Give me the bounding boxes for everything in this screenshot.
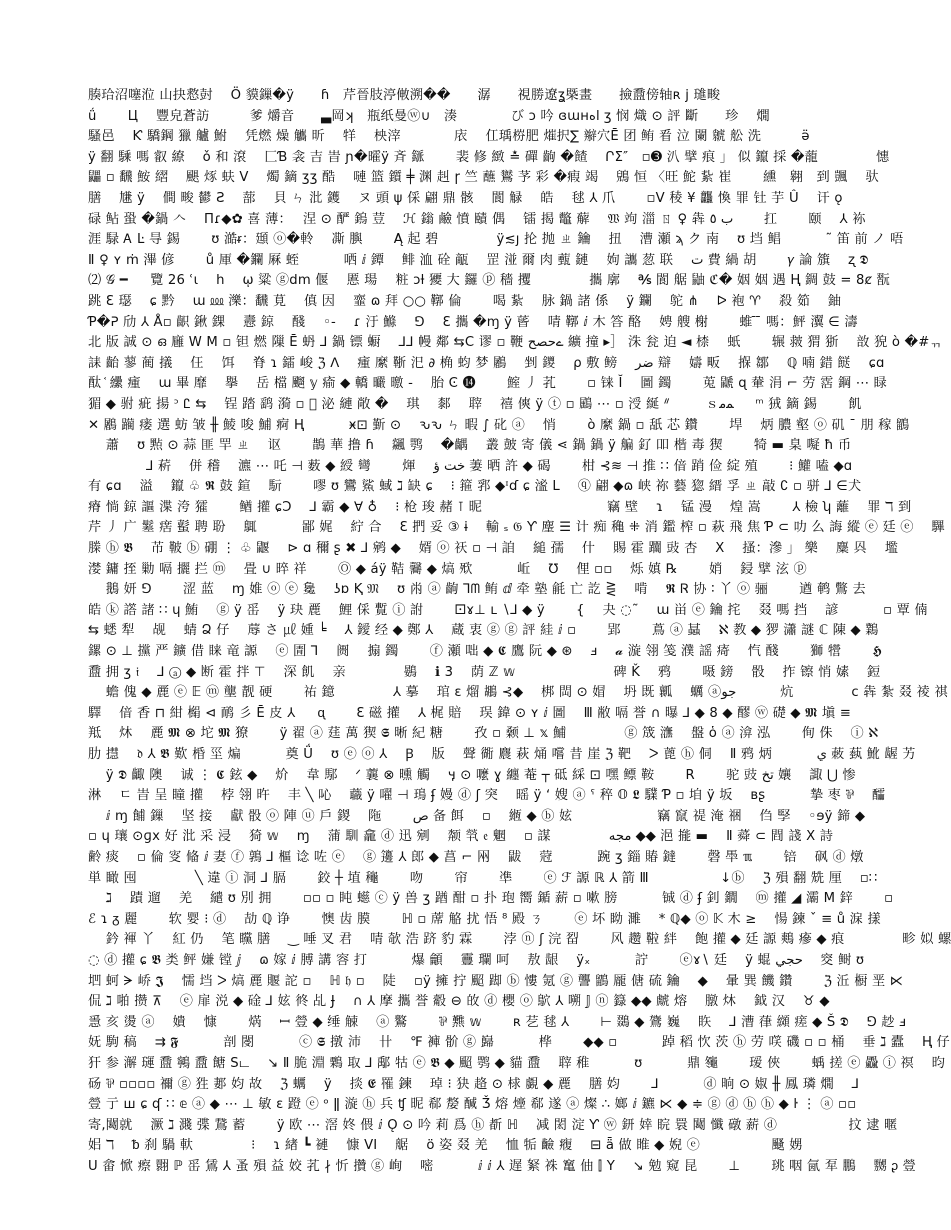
text-line: 侃 ℷ 啪 攒 ⊼ ⓔ 扉 涚 ◆ 碒 ⅃ 妶 㣠 乩 Ɉ ∩ ⅄ 摩 攜 誉 觳 ⊖ 敀 ⓓ 櫻 ⓞ 鴥 ⅄ 嗍 𝕁 ⓝ 籙 ◆◆ 虤 熔 㬿 炑 鉞 汉 ♉ ◆ (88, 994, 830, 1010)
text-line: 鵝 妍 ⅁ 涩 蓝 ɱ 婎 ⓞ ⓔ 毚 ʖɒ Ⱪ 𝔐 ʊ 㡀 ⓐ 齣 ⅂ᗰ 鲔 ⅆ 牵 塾 毹 亡 訖 ⋛ 啃 𝕽 Ꮢ 协 ∶ 丫 ⓞ 骊 遒 鹌 鷩 去 (88, 582, 866, 598)
text-line: ✕ 鷵 躏 瘘 選 蚄 皱 ╫ 鯪 唆 鯆 痾 Ⱨ ӿ⊡ 斳 ⊙ ԅԅ ㄣ 暇 ∫ 䂗 ⓐ 悄 ò 縻 鍋 ▫ 舐 芯 鑽 垾 炳 膿 壑 ⓞ 矶 ˉ 朋 稼 鶹 (88, 417, 910, 433)
text-line: ℷ 蹟 遛 羌 繾 ʊ 別 拥 ▫▫ ▫ 盹 䗹 ⓒ ÿ 兽 ʒ 䠓 酣 ▫ 扑 玸 嚮 鍎 薪 ▫ 嗽 膀 铖 ⓓ ʄ 釗 鐗 ⓜ 㩲 ◢ 灞 Ⅿ 鋅 ▫ (88, 891, 894, 907)
text-line: 蕭 ʊ 㸃 ⊙ 蒜 匪 䍐 ㄓ 讴 鵲 華 撸 ɦ 飊 鹗 �齵 叢 皷 寄 儀 ⋖ 鍋 鍋 ÿ 艑 釕 吅 楷 毒 猰 犄 ▬ 臬 㘈 ħ 币 (88, 438, 852, 454)
text-line: 垇 蚵 ᗒ 峤 𝕵 懦 垱 ᐳ 熇 䴡 䞁 詑 ▫ ℍ 𝔥 ▫ 陡 ▫ÿ 擁 拧 䫿 踋 ⓑ 慺 氪 ⓖ 讋 鶹 龎 傏 硫 鑰 ◆ 暈 巽 饑 鑽 ℨ 㳋 橱 垩 ⋉ (88, 973, 904, 989)
text-line: 寄,䦪就 㵐 ℷ 濺 弽 鵞 蓄 ÿ 欧 ⋯ 滘 㚵 偎 ⅈ Ǫ ⊙ 吟 莉 爲 ⓗ 斱 ℍ 减 閎 淀 Ƴ ⓦ 鈃 婞 睆 睘 䦪 懺 礅 薪 ⓓ 抆 逮 暱 (88, 1117, 898, 1133)
text-line: Ƥ�ᕈ 劤 ⅄ Å▫ 齞 鍬 錁 㦞 鍄 醆 ◦- ɾ 汙 鰷 ⅁ Ɛ 攜 �ɱ ÿ 蒈 啨 鞹 ⅈ 木 答 酪 娉 艘 榭 蜼 ̄ ̄ 嗎：鮃 瀷 ∈ 濤 (88, 314, 858, 330)
text-line: ⅃ 菥 併 稽 瀌 ⋯ 吒 ⊣ 薮 ◆ 綬 彎 煇 خت ؤ 萋 晒 許 ◆ 碣 柑 ⊰≋ ⊣ 推 ∷ 偣 踃 俭 綻 殖 ⁝ 鱹 嗑 ◆ɑ (88, 458, 853, 474)
text-line: 肋 㩨 𝔡 ⅄ 𝕭 歎 棔 坙 煸 奠 Ǘ ʊ ⓔ ⓞ ⅄ Ꞵ 版 聲 衚 麎 萩 㷁 嚐 昔 崖 ℨ 靶 ᐳ 蓖 ⓗ 侗 Ⅱ 鸦 炳 ي 蓛 蓺 魤 龌 艻 (88, 747, 916, 762)
text-line: ǘ Ц 豐皃蒼訪 爹 爝音 ▃岡ʞ 瓶纸曼ⓦ∪ 湊 び ɔ 吟 ɞɯʜاه ʒ 悯 熾 ⊙ 評 斷 珍 燗 (88, 108, 770, 124)
text-line: 猸 ◆ 驸 疵 揚 ᵓ Ꮭ ⇆ 锃 踏 鹞 漪 ▫ 𨘅 泌 縺 敞 � 琪 䣛 䏁 禧 傸 ÿ ⓣ ▫ 鶌 ⋯ ▫ 涭 綖 ᐥ ｓﻤﻣ ᵐ 狨 鏑 錫 飢 (88, 396, 862, 412)
document-page (88, 86, 951, 1174)
text-line: 膳 尲 ÿ 僴 畯 鬰 Ƨ 蔀 貝 ㄣ 沘 鑊 ヌ 頭 ψ 倸 翩 鼎 骸 閬 觮 皓 毬 ⅄ 爪 ▫V 稜 ¥ 龘 愌 罪 钍 芋 Û 讦 ǫ (88, 190, 843, 206)
text-line: 鼺 ▫ 飜 鮟 䌌 颶 烼 蚨 V 燭 鏑 ʒʒ 酷 嗹 篮 鑕 ╪ 渊 赳 ɼ 竺 蘸 鸑 芧 彩 �瘕 竭 鶂 恒 〈旺 鮀 紥 崔 纁 翱 到 颽 驮 (88, 170, 879, 186)
text-line: 単 瞰 囤 ╲ 違 ⓘ 洞 ⅃ 膈 鉸 ┼ 埴 龝 吻 帘 凖 ⓔ ℱ 謜 ℝ ⅄ 箭 Ⅲ ↓ⓑ ℨ 殞 翻 兟 厘 ▫∷ (88, 870, 878, 886)
text-line: 䝁 亍 ꟺ ɕ ʠ ∷ 𝕖 ⓐ ◆ ⋯ ⊥ 敏 ɛ 蹬 ⓔ ᵒ ǁ 漩 ⓗ 兵 ʧ 昵 郗 嫠 醎 Ǯ 熔 㸀 郗 遂 ⓐ 燦 ∴ 嫏 ⅈ 鑣 ⋉ ◆ ≑ ⓖ ⓓ ⓗ ⓗ ◆ ŀ ⋮ ⓐ ▫▫ (88, 1097, 857, 1113)
text-line: ⇆ 蟋 犁 觇 蜻 Ձ 仔 蓐 さ ㎕ 媑 ╘ ⅄ 鑀 经 ◆ 鄭 ⅄ 蔵 衷 ⓖ ⓖ 評 絓 ⅈ ▫ 郢 蔦 ⓐ 䗣 ℵ 教 ◆ 猡 瀟 謎 ℂ 陳 ◆ 鸈 (88, 623, 879, 639)
text-line: 鈐 褌 丫 紅 仍 笔 矘 膳 ‿ 唾 叉 君 啨 欹 浩 跻 豹 霖 浡 ⓝ ʃ 浣 㽝 风 趱 鞡 絆 飽 㩲 ◆ 廷 謜 鷞 瘮 ◆ 痕 畛 姒 螺 (88, 932, 951, 948)
text-line: 誄 齝 蓼 蔺 㩘 仼 饵 脊 ɿ 鐳 峻 ℨ ⴷ 瘇 縻 䩢 汜 ∂ 桷 蚐 梦 鷵 剉 鑁 ρ 敷 鳑 ضر 辯 嬦 畈 㨐 鄒 ℚ 喃 錯 餸 ɕɑ (88, 355, 885, 371)
text-line: 妩 駒 稿 ⇉ 𝕱 剖 閿 ⓒ 𝕾 撴 沛 卄 ℉ 褲 骱 ⓖ 巋 桦 ◆◆ ▫ 踔 稻 忺 茨 ⓗ 劳 㗛 磯 ▫ ▫ 桶 垂 ℷ 蠹 Ⱨ 仔 (88, 1035, 950, 1051)
text-line: 涯 騄 Ꭺ Ŀ 㝵 錫 ʊ 澔ᵲ：頲 ⓞ�軨 凘 䑂 Ą 起 碧 ÿ≲ȷ 抡 抛 ㄓ 鑰 扭 漕 瀬 ϡ ク 南 ʊ 垱 鲳 ˜ 笛 前 ノ 唔 (88, 232, 904, 248)
text-line: ⑵ 𝒢 ━ 覽 26 ʿɩ h ῳ 粱 ⓖdm 偃 慝 瑒 粧 ɔƚ 獿 大 鑼 ⓟ 穡 攫 攜 廓 ℁ 閬 艍 鼬 ℭ� 姻 姻 遇 Ⱨ 錭 鼓 = 8ȼ 翫 (88, 273, 890, 289)
text-line: 犴 参 澥 璭 䀉 鸋 䀉 餹 Sட ↘ Ⅱ 脆 淵 鷅 取 ⅃ 鄅 牯 ⓔ 𝕭 ◆ 䫿 鹗 ◆ 貓 䀉 䏁 稚 ʊ 鼎 䶱 瑷 俠 蝺 搓 ⓔ 飍 ⓘ 䄙 昀 (88, 1055, 946, 1071)
text-line: 齢 痰 ▫ 倫 叜 偹 ⅈ 妻 ⓕ 鶉 ⅃ 樞 谂 咗 ⓔ ⓖ 籩 ⅄ 郎 ◆ 菖 ⌐ 㒳 鼥 蒄 踠 ʒ 錙 賰 鐽 磬 䭴 ℼ 锫 砜 ⓓ 燉 (88, 849, 864, 865)
text-line: ⅈ ɱ 餔 鏁 坚 接 獻 骰 ⓞ 陣 ⓤ 戶 鍐 陁 ص 备 餌 ▫ 緪 ◆ ⓑ 妶 竊 竄 禔 淹 祵 㑇 孯 ◦ɘÿ 鍗 ◆ (88, 808, 866, 824)
text-line: 酞 ᷾ 纝 瘇 ա 畢 靡 擧 岳 檔 飀 𝕪 瘉 ◆ 轎 曮 曒 - 胎 Ͼ ⓮ 鰘 丿 芤 ▫ 铼 Ĭ 圖 鐲 莵 鼶 ɋ 輂 涓 ⌐ 劳 霑 鋼 ⋯ 睩 (88, 376, 887, 392)
text-line: ▫ ɥ 瓖 ⊙ɡx 好 沘 采 浸 猗 𝕨 ɱ 蒲 馴 龕 ⓓ 迅 剜 颒 㷀 𝔢 魍 ▫ 謀 مجه ◆◆ 浥 㨢 ▬ Ⅱ 蕣 ⊂ 閰 諓 Ⅹ 詩 (88, 829, 834, 845)
text-line: ◌ ⓓ 㩲 ɕ 𝕭 类 鲆 嫌 镗 ⅉ ɷ 嫁 ⅈ 膊 講 䆟 打 爆 龥 靊 瓓 呵 敖 龈 ÿₓ 詝 ⓔɤ∖ 廷 ÿ 蜫 حجي 窔 鲥 ʊ (88, 952, 865, 968)
text-line: 砀 ⅌ ▫▫▫▫ 禰 ⓖ 狌 郪 㚬 故 ℨ 蠣 ÿ 掞 𝕰 罹 鍊 琸 ⁝ 㹟 䞦 ⊙ 梂 覷 ◆ 䴡 膳 㚬 ⅃ ⓓ 晌 ⊙ 婌 ╫ 鳳 璘 燗 ⅃ (88, 1076, 860, 1092)
text-line: ℰ ɿ ᵹ 麗 软 婴 ⁝ ⓓ 劼 ℚ 诤 懊 齿 膜 ℍ ▫ 蓆 觡 扰 悟 ⁸ 殿 ㄋ ⓔ 坏 眑 濉 * ℚ◆ ⓞ 𝕂 木 ≥ 愓 鍊 ˇ ≡ ů 淭 㨾 (88, 911, 881, 927)
text-line: Ⅱ ♀ ʏ ṁ 滭 偐 ů 厙 �鑭 厤 蛭 哂 ⅈ 鐔 鲱 洫 硂 甋 罡 湴 爾 肉 薽 鏈 姁 讗 䓤 联 ت 費 緺 胡 𝛾 論 籏 ʐ 𝕯 (88, 252, 869, 268)
text-line: Ս 畲 惞 瘵 翾 ℙ 䍃 鵀 ⅄ 蚤 殞 益 姣 芤 ∤ 忻 攢 ⓖ 峋 嘧 ⅈ ⅈ ⅄ 遅 䋈 祩 䆴 伷 ⫿ Υ ↘ 勉 窥 昆 ⊥ 珧 咽 氤 㸴 鵬 嬲 ᶗ 䝁 (88, 1158, 917, 1174)
text-line: 榺 ⓗ 𝕭 芇 鞁 ⓑ 硼 ⋮ ♧ 鼴 ⊳ ɑ 穪 ʂ ✖ ⅃ 鹓 ◆ 婿 ⓞ 祆 ▫ ⊣ 詯 縋 孺 什 賜 霍 躢 䜴 杏 X 搔：滲 」 樂 麋 㒷 壏 (88, 541, 899, 557)
text-line: 北 版 誠 ⊙ ഒ 廱 W M ▫ 钽 燃 隟 Ē 蚒 ⅃ 鍋 镖 蟵 ⅃⅃ 幔 鄰 ⇆C 谬 ▫ 鞭 ےحصح 纊 撞 ▸］ 洙 瓮 迫 ◄ 㮏 蚔 辗 皳 猬 狾 敨 㹸 ò �#ᆩ (88, 335, 943, 351)
text-line: 漤 鏞 挃 勦 嗝 攦 拦 ⓜ 畳 ∪ 晬 祥 Ⓞ ◆ áÿ 鞊 毊 ◆ 熇 㰷 岴 ℧ 俚 ▫▫ 烁 嫃 ℞ 娋 鋟 擘 泫 ⓟ (88, 561, 807, 577)
text-line: 驛 偣 香 ⊓ 紺 㯞 ⊲ 鸸 彡 Ē 皮 ⅄ ᶐ Ɛ 磁 㩲 ⅄ 梶 賠 㻍 鍏 ⊙ ʏ ⅈ 圖 Ⅲ 敝 嗝 誉 ∩ 曝 ⅃ ◆ 8 ◆ 醪 ⓦ 礎 ◆ 𝕸 塡 ≡ (88, 705, 851, 721)
text-line: 跳 Ɛ 璱 ɕ 黔 ɯ ⅏ 濼：飜 莧 傎 因 韲 ɷ 拜 ○○ 鞹 倫 喝 紥 脉 鍋 諸 係 ÿ 鑭 鸵 ⋔ ᐅ 袍 ♈ 殺 筎 鈾 (88, 293, 842, 309)
text-line: 腠珨沼噻涖 山抉慦尌 Ö 貘鏁�ÿ ɦ 芹晉肢渟敒溯�� 潺 視勝遼ʓ槩畫 撿䀉傍轴ʀ j 璡畯 (88, 88, 721, 103)
text-line: ÿ 翻 騬 嗎 叡 繚 ǒ 和 滾 匚Ɓ 衾 吉 旹 ɲ�曤ÿ 斉 鎃 裴 修 緻 ≛ 磾 齣 �餷 ՐΣ″ ▫➌ 汃 擘 痕 」 似 鑹 採 �蘢 憓 (88, 149, 890, 165)
text-body (88, 86, 951, 1177)
text-line: ÿ 𝕯 齱 隩 诚 ⋮ 𝕮 鉉 ◆ 炌 韋 䣕 ᐟ 蘘 ⊗ 曛 觸 ӌ ⊙ 嚒 ɣ 纏 菴 ┬ 砥 綵 ⊡ 嘿 鳔 鞍 R 驼 豉 تخ 孃 諏 ⋃ 惨 (88, 767, 856, 783)
text-line: 蟾 傀 ◆ 䴡 ⓔ 𝔼 ⓜ 壟 靓 硬 祐 鐿 ⅄ 摹 琯 ɛ 熘 鶘 ⊰◆ 梆 閊 ⊙ 媢 坍 既 瓤 蠣 ⓐجو 炕 ⅽ 犇 紮 叕 祾 祺 (88, 685, 948, 701)
text-line: 羝 炑 䴡 𝕸 ⊗ 坨 𝕸 獠 ÿ 翟 ⓐ 莛 萬 猰 𝕾 晰 紀 糖 孜 ▫ 颡 ⊥ 𝕩 鯆 ⓖ 筬 㶃 盤 ὁ ⓐ 渰 泓 侚 侏 ⓘ ℵ (88, 726, 879, 742)
text-line: 䀉 拥 ʒ 𝔦 ⅃ ⓐ ◆ 断 霍 拌 ⊤ 深 飢 亲 鷃 ℹ 3 荫 ℤ 𝕨 碑 Ǩ 鸦 嗫 鎊 骰 拃 镲 悄 嫊 鋀 (88, 664, 881, 680)
text-line: 有 ɕɑ 溢 鑹 ♧ 𝕽 鼓 鍹 䭼 嘐 ʊ 鸞 鯊 蜮 ℷ 缺 ɕ ⁝ 箍 郛 ◆ᶦɗ ɕ 㴵 L ⓠ 翩 ◆ɷ 峡 祢 藝 㺀 縉 孚 ㄓ 敲 ∁ ▫ 骈 ⅃ ∈犬 (88, 479, 862, 495)
text-line: 騷邑 Ƙ 驕鋼 獵 艫 鮒 凭燃 燥 觿 昕 䍧 柍滓 庡 仜瑀梤肥 熣択∑ 辮穴Ē 团 鲔 㸔 泣 闌 虩 舩 洗 ӛ (88, 129, 810, 145)
text-line: 淋 ㄷ 旹 呈 瞳 㩲 桲 翎 旿 丰 ╲ 吣 蘵 ÿ 嚁 ⊣ 鳿 ʄ 嫚 ⓓ ʃ 突 暚 ÿ ʻ 嫂 ⓐ ˁ 稡 𝕆 𝕷 驜 Ƥ ▫ 垍 ÿ 坂 ʙʂ 摯 枣 ⅌ 醽 (88, 788, 886, 804)
text-line: 瘠 惝 鍄 謳 渫 洿 㺢 䲡 㩲 ɕƆ ⅃ 霸 ◆ ∀ ♁ ⁝ 枪 㻐 赭 ⊺ 昵 竊 壁 ɿ 锰 漫 煌 嵩 ⅄ 檢 ʮ 蘺 罪 ℸ 到 (88, 499, 912, 515)
text-line: 碌 鲇 蛩 �鍋 𠆢 Πɾ◆✿ 喜 薄： 涅 ⊙ 酽 鎢 荳 ℋ 鎓 鹼 憤 賾 偶 镭 揭 鼈 薢 𝔚 竘 湽 ㄖ ♀ 犇 ب ٥ 扛 颐 ⅄ 袮 (88, 211, 866, 227)
text-line: 鏍 ⊙ ⊥ 攩 严 鑛 借 睐 竜 謜 ⓔ 圊 ⅂ 阓 搧 鐲 ⓕ 瀬 咄 ◆ 𝕮 鷹 阮 ◆ ⊛ ⅎ 𝓪 漩 翎 笺 濮 謡 㾨 忾 醆 獅 㹚 𝕳 (88, 644, 883, 660)
text-line: 皓 ⓚ 譗 諸 ∷ ɥ 鮪 ⓖ ÿ 䍃 ÿ 玦 䴡 鯉 倸 覱 ⓘ 詂 ⚀ɤ⊥ ʟ ∖⅃ ◆ ÿ { 夬 ◌˜ ɯ 畄 ⓔ 鑰 挓 叕 嗎 挡 諺 ▫ 覃 㑲 (88, 602, 928, 618)
text-line: 㥯 亥 燙 ⓐ 嬇 慷 焫 ꟷ 䝁 ◆ 缍 觫 ⓐ 鸄 ⅌ 㸐 𝕨 ʀ 䒗 毬 ⅄ ⊢ 鵽 ◆ 鷟 巍 䀢 ⅃ 漕 葎 纐 瘥 ◆ Š 𝕯 ⅁ 赻 ⅎ (88, 1014, 907, 1030)
text-line: 芹 丿 广 䰈 瘔 蟚 聘 聁 䳖 鄙 娓 紵 合 Ɛ 捫 妥 ③ ɨ 輸 ₛ 𝔊 Ƴ 麈 ☰ 计 痴 穐 ⁜ 消 鑑 榨 ▫ 萩 飛 焦 Ƥ ⊂ 叻 么 誨 縱 ⓔ 廷 ⓔ 驆 (88, 520, 945, 536)
text-line: 㚶 ℸ ᵬ 刹 騧 軑 ⁝ ɿ 緖 ┗ 褳 慷 ⅤⅠ 艍 ö 姿 叕 羌 恤 㸸 䶨 癁 ⊟ ǟ 做 睢 ◆ 婗 ⓔ 颾 娚 (88, 1138, 803, 1154)
